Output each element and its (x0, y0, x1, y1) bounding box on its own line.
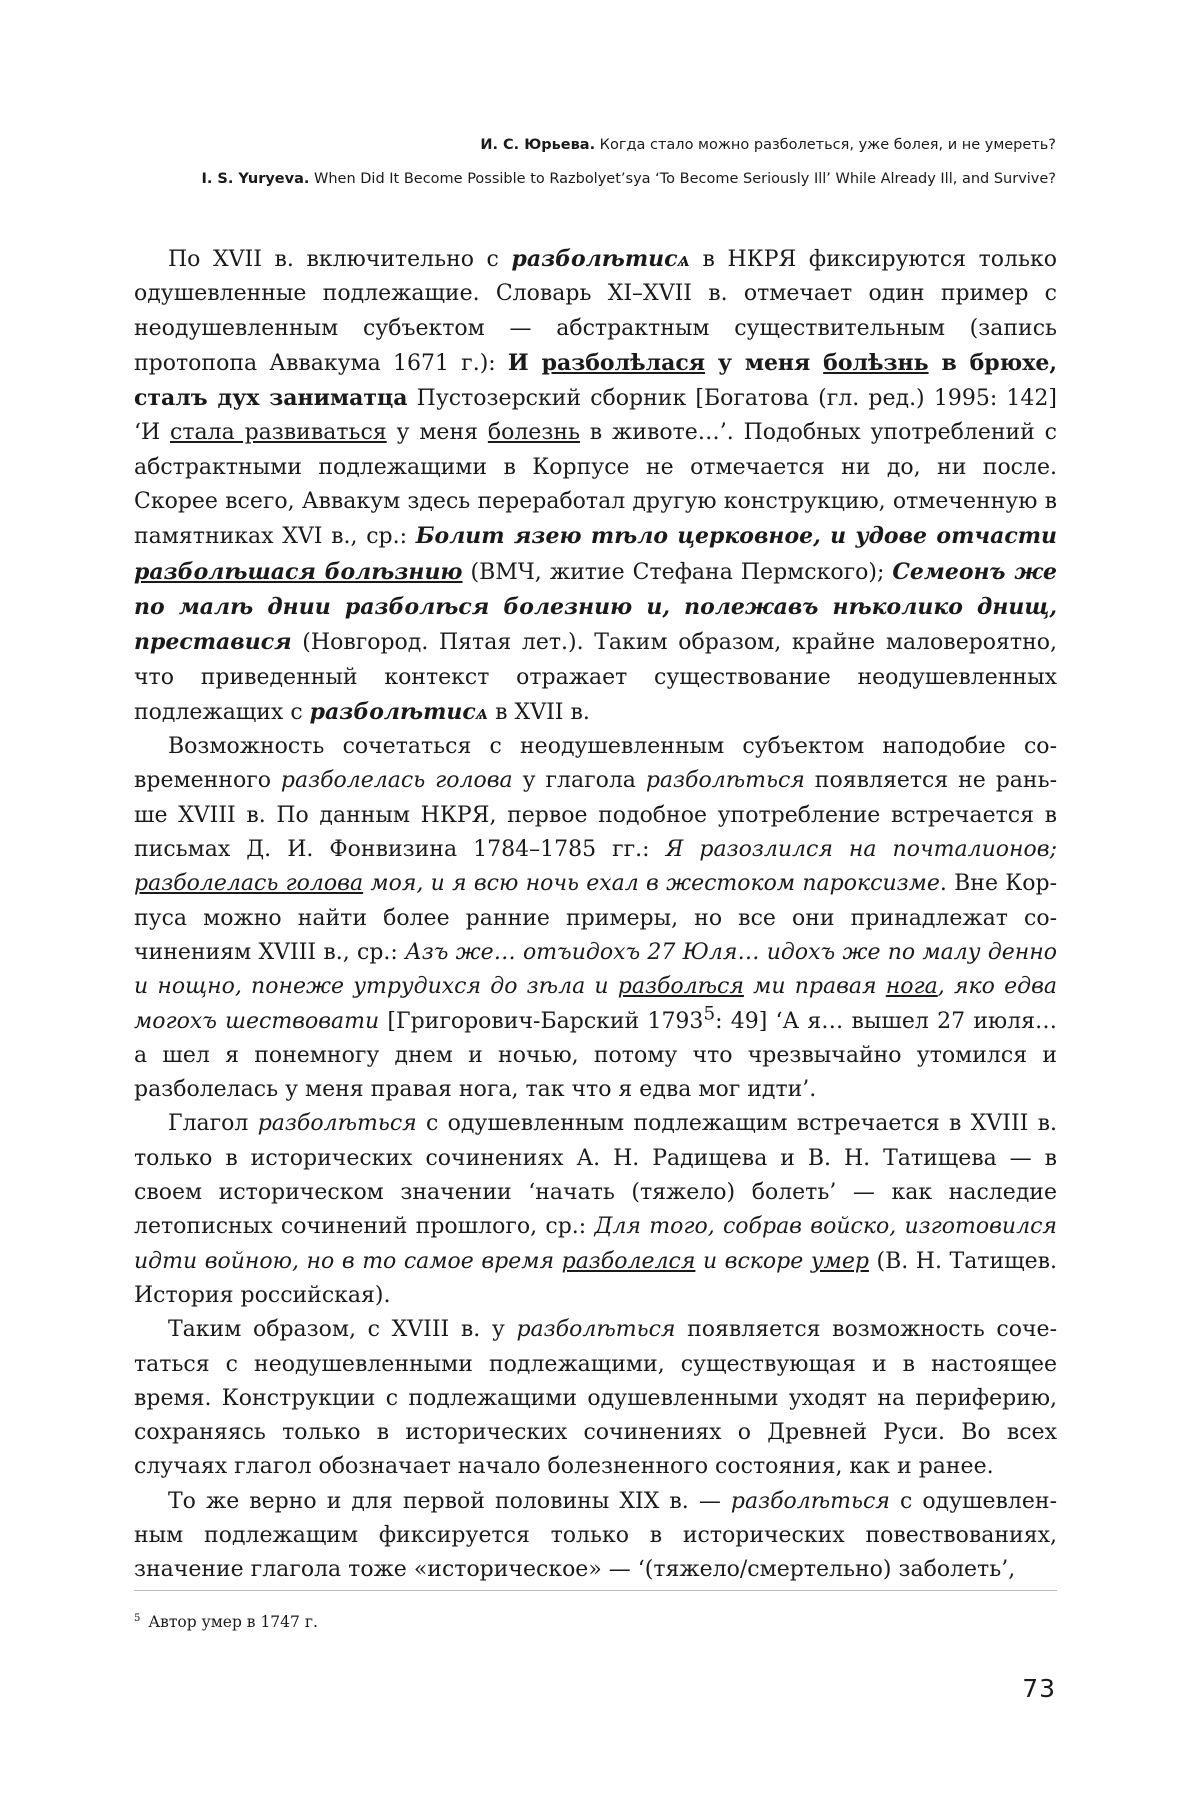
text-run: в животе…’. Подобных употреблений с абстрактными подлежащими в Корпусе не отмечается ни до, ни после. Скорее всего, Аввакум здесь переработал другую конструкцию, отмеченную в памятниках XVI в., ср.: (134, 420, 1058, 550)
bold-text: болѣзнь (823, 349, 929, 376)
text-run: То же верно и для первой половины XIX в. — (168, 1488, 731, 1514)
paragraph (134, 1485, 1057, 1588)
text-run: появляется возможность сочетаться с неодушевленными подлежащими, существующая и в настоящее время. Конструкции с подлежащими одушевленными уходят на периферию, сохраняясь только в исторических сочинениях о Древней Руси. Во всех случаях глагол обозначает начало болезненного состояния, как и ранее. (134, 1317, 1057, 1480)
text-run: Глагол (168, 1111, 258, 1137)
paragraph (134, 1107, 1057, 1313)
paragraph (134, 242, 1057, 730)
paragraph (134, 1313, 1057, 1484)
text-run: Возможность сочетаться с неодушевленным субъектом наподобие современного (134, 734, 1057, 794)
italic-text: Азъ же… отъидохъ 27 Юля… идохъ же по малу денно и нощно, понеже утрудихся до зѣла и (134, 939, 1058, 1000)
italic-text: и вскоре (695, 1248, 811, 1274)
text-run: с одушевленным подлежащим фиксируется только в исторических повествованиях, значение глагола тоже «историческое» — ‘(тяжело/смертельно) заболеть’, (134, 1488, 1058, 1583)
bold-text: разболѣтисѧ (309, 698, 489, 725)
bold-text: в брюхе, сталъ дух заниматца (134, 349, 1057, 412)
italic-text: нога (885, 974, 938, 1000)
bold-text: у меня (705, 349, 824, 376)
italic-text: разболѣться (730, 1488, 890, 1514)
italic-text: Я разозлился на почталионов; (665, 837, 1057, 863)
italic-text: разболѣться (645, 768, 805, 794)
running-head-en-title: When Did It Become Possible to Razbolyet’sya ‘To Become Seriously Ill’ While Already Ill, and Survive? (309, 171, 1056, 187)
text-run: (ВМЧ, житие Стефана Пермского); (462, 559, 893, 585)
footnote (134, 1610, 1057, 1634)
page-number: 73 (1022, 1674, 1056, 1703)
italic-text: , яко едва могохъ шествовати (134, 974, 1057, 1034)
text-run: в НКРЯ фиксируются только одушевленные подлежащие. Словарь XI–XVII в. отмечает один пример с неодушевленным субъектом — абстрактным существительным (запись протопопа Аввакума 1671 г.): (134, 247, 1057, 376)
text-run: : 49] ‘А я… вышел 27 июля… а шел я понемногу днем и ночью, потому что чрезвычайно утомился и разболелась у меня правая нога, так что я едва мог идти’. (134, 1008, 1057, 1103)
italic-text: ми правая (743, 974, 886, 1000)
text-run: стала развиваться (170, 420, 387, 446)
text-run: (Новгород. Пятая лет.). Таким образом, крайне маловероятно, что приведенный контекст отражает существование неодушевленных подлежащих с (134, 630, 1057, 725)
italic-text: моя, и я всю ночь ехал в жестоком пароксизме (363, 871, 940, 897)
italic-text: разболелась голова (134, 871, 364, 897)
italic-text: разболелась голова (280, 768, 513, 794)
running-head-ru-author: И. С. Юрьева. (480, 137, 596, 153)
footnote-divider (134, 1590, 1057, 1591)
text-run: Пустозерский сборник [Богатова (гл. ред.) 1995: 142] ‘И (134, 386, 1058, 446)
text-run: у меня (386, 420, 488, 446)
footnote-reference: 5 (703, 1003, 716, 1025)
text-run: (В. Н. Татищев. История российская). (134, 1248, 1057, 1308)
bold-text: И (507, 349, 542, 376)
paragraph (134, 730, 1057, 1107)
article-body (134, 242, 1057, 1588)
footnote-text: Автор умер в 1747 г. (148, 1613, 318, 1631)
bold-text: разболѣшася болѣзнию (134, 558, 463, 585)
bold-text: Семеонъ же по малѣ днии разболѣся болезнию и, полежавъ нѣколико днищ, преставися (134, 558, 1057, 656)
italic-text: разболелся (561, 1248, 696, 1274)
italic-text: Для того, собрав войско, изготовился идти войною, но в то самое время (134, 1214, 1057, 1274)
running-head-ru (126, 128, 1056, 162)
bold-text: Болит язею тѣло церковное, и удове отчасти (415, 523, 1058, 550)
italic-text: разболѣться (257, 1111, 417, 1137)
text-run: По XVII в. включительно с (168, 247, 512, 272)
text-run: в XVII в. (488, 699, 590, 725)
running-head-en-author: I. S. Yuryeva. (201, 171, 310, 187)
bold-text: разболѣлася (541, 349, 705, 376)
running-head (126, 128, 1056, 196)
footnote-mark: 5 (134, 1612, 141, 1624)
running-head-en (126, 162, 1056, 196)
text-run: появляется не раньше XVIII в. По данным НКРЯ, первое подобное употребление встречается в письмах Д. И. Фонвизина 1784–1785 гг.: (134, 768, 1057, 863)
italic-text: умер (810, 1248, 869, 1274)
text-run: с одушевленным подлежащим встречается в XVIII в. только в исторических сочинениях А. Н. Радищева и В. Н. Татищева — в своем историческом значении ‘начать (тяжело) болеть’ — как наследие летописных сочинений прошлого, ср.: (134, 1111, 1057, 1240)
text-run: болезнь (487, 420, 580, 446)
bold-text: разболѣтисѧ (511, 246, 690, 272)
italic-text: разболѣся (617, 974, 744, 1000)
running-head-ru-title: Когда стало можно разболеться, уже болея, и не умереть? (595, 137, 1056, 153)
italic-text: разболѣться (516, 1317, 676, 1343)
text-run: у глагола (512, 768, 646, 794)
text-run: Таким образом, с XVIII в. у (168, 1317, 517, 1343)
text-run: . Вне Корпуса можно найти более ранние примеры, но все они принадлежат сочинениям XVIII в., ср.: (134, 871, 1058, 965)
text-run: [Григорович-Барский 1793 (379, 1008, 704, 1034)
